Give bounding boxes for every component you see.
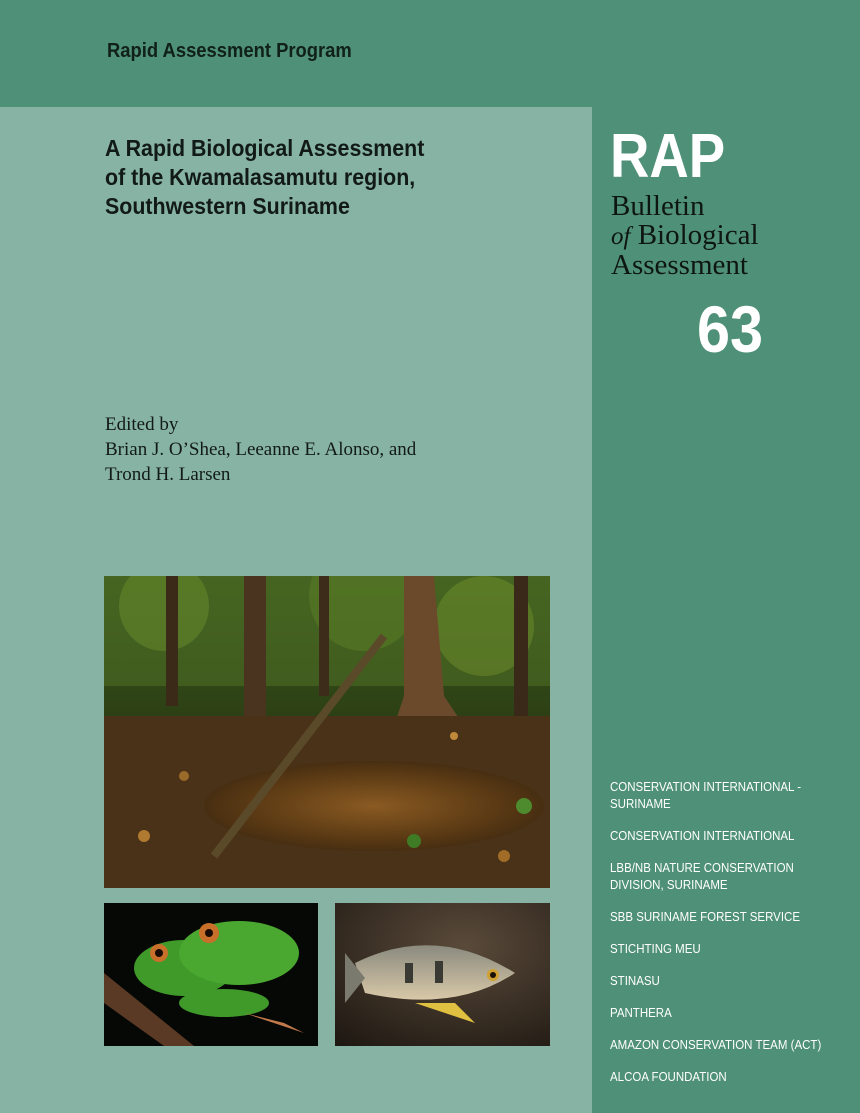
organization-item: ALCOA FOUNDATION [610, 1070, 727, 1084]
organization-item: SBB SURINAME FOREST SERVICE [610, 910, 801, 924]
series-biological: Biological [630, 219, 759, 251]
title-line: A Rapid Biological Assessment [105, 135, 425, 161]
organization-item: CONSERVATION INTERNATIONAL - SURINAME [610, 780, 802, 811]
series-line: Bulletin [611, 190, 705, 222]
organization-item: CONSERVATION INTERNATIONAL [610, 829, 795, 843]
series-of: of [611, 223, 631, 250]
program-name: Rapid Assessment Program [107, 40, 352, 62]
editors-block [105, 412, 525, 487]
bulletin-number: 63 [697, 292, 764, 366]
frogs-photo [104, 903, 318, 1046]
organizations-list [610, 779, 850, 1101]
series-line [611, 221, 759, 251]
organization-item: LBB/NB NATURE CONSERVATION DIVISION, SURINAME [610, 861, 794, 892]
organization-item: STICHTING MEU [610, 942, 701, 956]
organization-item: STINASU [610, 974, 660, 988]
report-title [105, 134, 496, 221]
forest-stream-photo [104, 576, 550, 888]
organization-item: PANTHERA [610, 1006, 672, 1020]
series-acronym: RAP [610, 122, 726, 191]
editors-line: Brian J. O’Shea, Leeanne E. Alonso, and [105, 439, 417, 460]
title-line: of the Kwamalasamutu region, [105, 164, 416, 190]
fish-photo [335, 903, 550, 1046]
series-name [611, 192, 759, 280]
title-line: Southwestern Suriname [105, 193, 350, 219]
organization-item: AMAZON CONSERVATION TEAM (ACT) [610, 1038, 822, 1052]
editors-line: Edited by [105, 414, 179, 435]
editors-line: Trond H. Larsen [105, 464, 231, 485]
series-line: Assessment [611, 249, 748, 281]
